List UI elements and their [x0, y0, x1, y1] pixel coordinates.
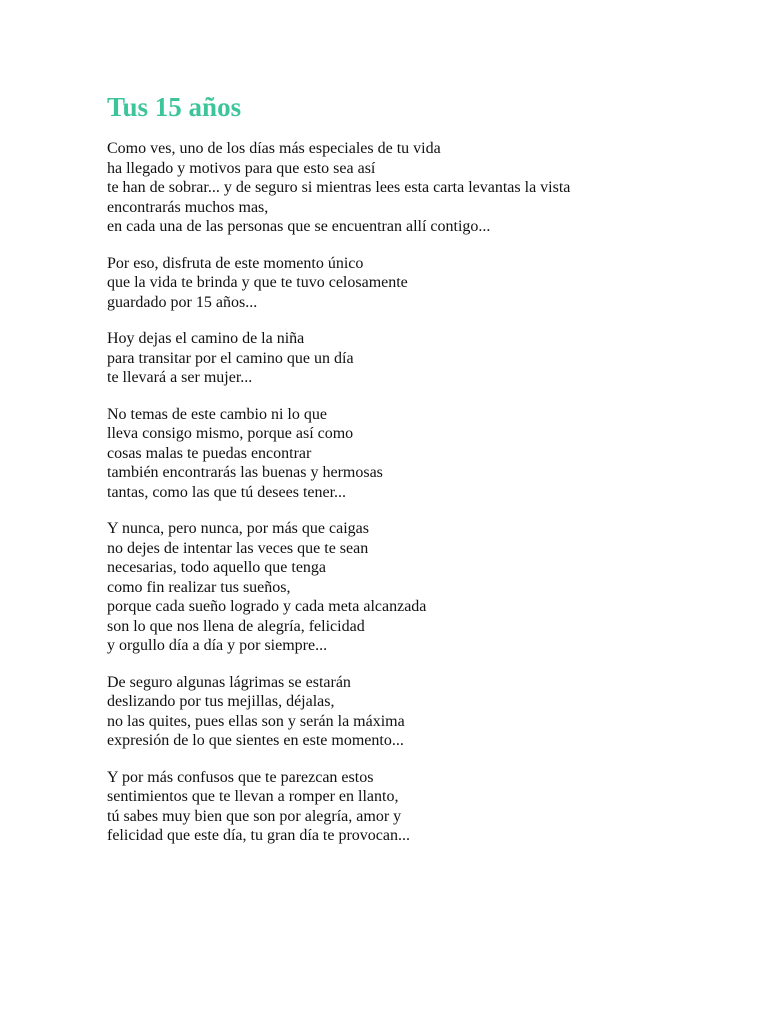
stanza-4	[107, 405, 727, 503]
poem-line: que la vida te brinda y que te tuvo celosamente	[107, 274, 408, 291]
poem-line: guardado por 15 años...	[107, 293, 258, 311]
stanza-3	[107, 329, 727, 388]
poem-line: como fin realizar tus sueños,	[107, 578, 291, 596]
poem-line: encontrarás muchos mas,	[107, 198, 269, 216]
poem-line: De seguro algunas lágrimas se estarán	[107, 673, 351, 691]
poem-line: sentimientos que te llevan a romper en llanto,	[107, 788, 399, 805]
poem-line: necesarias, todo aquello que tenga	[107, 559, 327, 576]
poem-line: no dejes de intentar las veces que te sean	[107, 539, 369, 557]
poem-line: para transitar por el camino que un día	[107, 349, 354, 367]
stanza-7	[107, 768, 727, 846]
poem-line: deslizando por tus mejillas, déjalas,	[107, 693, 335, 710]
poem-line: cosas malas te puedas encontrar	[107, 444, 312, 462]
poem-line: expresión de lo que sientes en este momento...	[107, 732, 404, 749]
document-page	[107, 88, 727, 863]
poem-line: también encontrarás las buenas y hermosas	[107, 464, 383, 481]
poem-line: No temas de este cambio ni lo que	[107, 405, 327, 423]
poem-line: felicidad que este día, tu gran día te provocan...	[107, 827, 410, 844]
poem-line: Y nunca, pero nunca, por más que caigas	[107, 520, 369, 537]
poem-line: te han de sobrar... y de seguro si mientras lees esta carta levantas la vista	[107, 179, 571, 196]
poem-line: y orgullo día a día y por siempre...	[107, 637, 328, 654]
document-title: Tus 15 años	[107, 92, 242, 122]
poem-line: porque cada sueño logrado y cada meta alcanzada	[107, 598, 427, 615]
poem-line: lleva consigo mismo, porque así como	[107, 425, 354, 442]
poem-line: Por eso, disfruta de este momento único	[107, 254, 364, 272]
stanza-6	[107, 673, 727, 751]
poem-line: Hoy dejas el camino de la niña	[107, 330, 305, 347]
stanza-1	[107, 139, 727, 237]
stanza-2	[107, 254, 727, 313]
poem-line: ha llegado y motivos para que esto sea así	[107, 159, 376, 177]
poem-line: son lo que nos llena de alegría, felicidad	[107, 617, 365, 635]
stanza-5	[107, 519, 727, 656]
poem-line: Y por más confusos que te parezcan estos	[107, 768, 374, 786]
poem-line: tantas, como las que tú desees tener...	[107, 483, 347, 501]
poem-line: tú sabes muy bien que son por alegría, amor y	[107, 807, 402, 825]
poem-line: en cada una de las personas que se encuentran allí contigo...	[107, 218, 491, 235]
poem-line: te llevará a ser mujer...	[107, 369, 253, 386]
poem-line: Como ves, uno de los días más especiales de tu vida	[107, 140, 441, 157]
poem-line: no las quites, pues ellas son y serán la máxima	[107, 712, 405, 730]
